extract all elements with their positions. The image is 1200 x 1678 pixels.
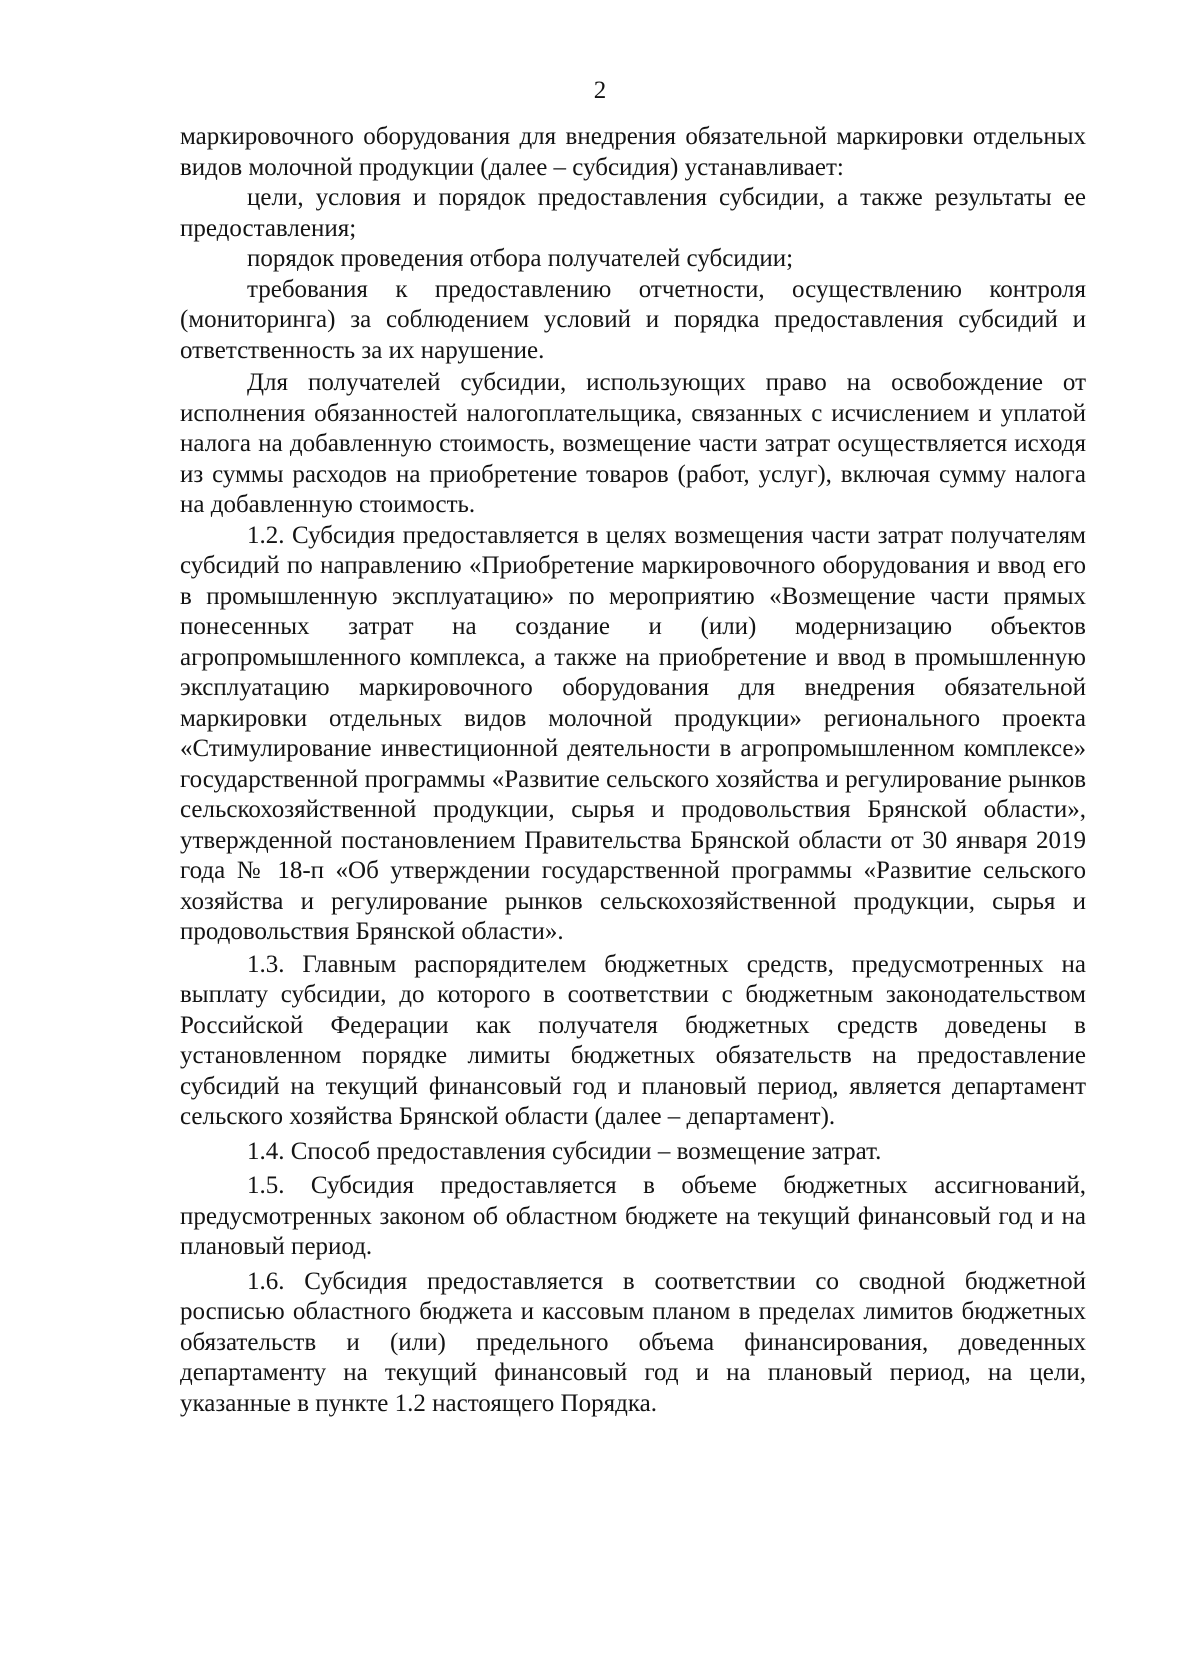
paragraph-1-3: 1.3. Главным распорядителем бюджетных средств, предусмотренных на выплату субсидии, до которого в соответствии с бюджетным законодательством Российской Федерации как получателя бюджетных средств доведены в установленном порядке лимиты бюджетных обязательств на предоставление субсидий на текущий финансовый год и плановый период, является департамент сельского хозяйства Брянской области (далее – департамент). [180, 950, 1086, 1130]
paragraph-vat: Для получателей субсидии, использующих право на освобождение от исполнения обязанностей налогоплательщика, связанных с исчислением и уплатой налога на добавленную стоимость, возмещение части затрат осуществляется исходя из суммы расходов на приобретение товаров (работ, услуг), включая сумму налога на добавленную стоимость. [180, 369, 1086, 518]
document-body [180, 122, 1086, 1419]
paragraph-1-4: 1.4. Способ предоставления субсидии – возмещение затрат. [247, 1137, 882, 1165]
paragraph-1-6: 1.6. Субсидия предоставляется в соответствии со сводной бюджетной росписью областного бюджета и кассовым планом в пределах лимитов бюджетных обязательств и (или) предельного объема финансирования, доведенных департаменту на текущий финансовый год и на плановый период, на цели, указанные в пункте 1.2 настоящего Порядка. [180, 1267, 1086, 1417]
paragraph-list-item-reporting: требования к предоставлению отчетности, осуществлению контроля (мониторинга) за соблюдением условий и порядка предоставления субсидий и ответственность за их нарушение. [180, 275, 1086, 364]
paragraph-1-5: 1.5. Субсидия предоставляется в объеме бюджетных ассигнований, предусмотренных законом об областном бюджете на текущий финансовый год и на плановый период. [180, 1172, 1086, 1260]
paragraph-list-item-goals: цели, условия и порядок предоставления субсидии, а также результаты ее предоставления; [180, 184, 1086, 242]
paragraph-list-item-selection: порядок проведения отбора получателей субсидии; [247, 245, 794, 272]
page-number: 2 [593, 77, 607, 104]
paragraph-1-2: 1.2. Субсидия предоставляется в целях возмещения части затрат получателям субсидий по направлению «Приобретение маркировочного оборудования и ввод его в промышленную эксплуатацию» по мероприятию «Возмещение части прямых понесенных затрат на создание и (или) модернизацию объектов агропромышленного комплекса, а также на приобретение и ввод в промышленную эксплуатацию маркировочного оборудования для внедрения обязательной маркировки отдельных видов молочной продукции» регионального проекта «Стимулирование инвестиционной деятельности в агропромышленном комплексе» государственной программы «Развитие сельского хозяйства и регулирование рынков сельскохозяйственной продукции, сырья и продовольствия Брянской области», утвержденной постановлением Правительства Брянской области от 30 января 2019 года № 18-п «Об утверждении государственной программы «Развитие сельского хозяйства и регулирование рынков сельскохозяйственной продукции, сырья и продовольствия Брянской области». [180, 521, 1086, 945]
paragraph-continuation: маркировочного оборудования для внедрения обязательной маркировки отдельных видов молочной продукции (далее – субсидия) устанавливает: [180, 123, 1086, 181]
